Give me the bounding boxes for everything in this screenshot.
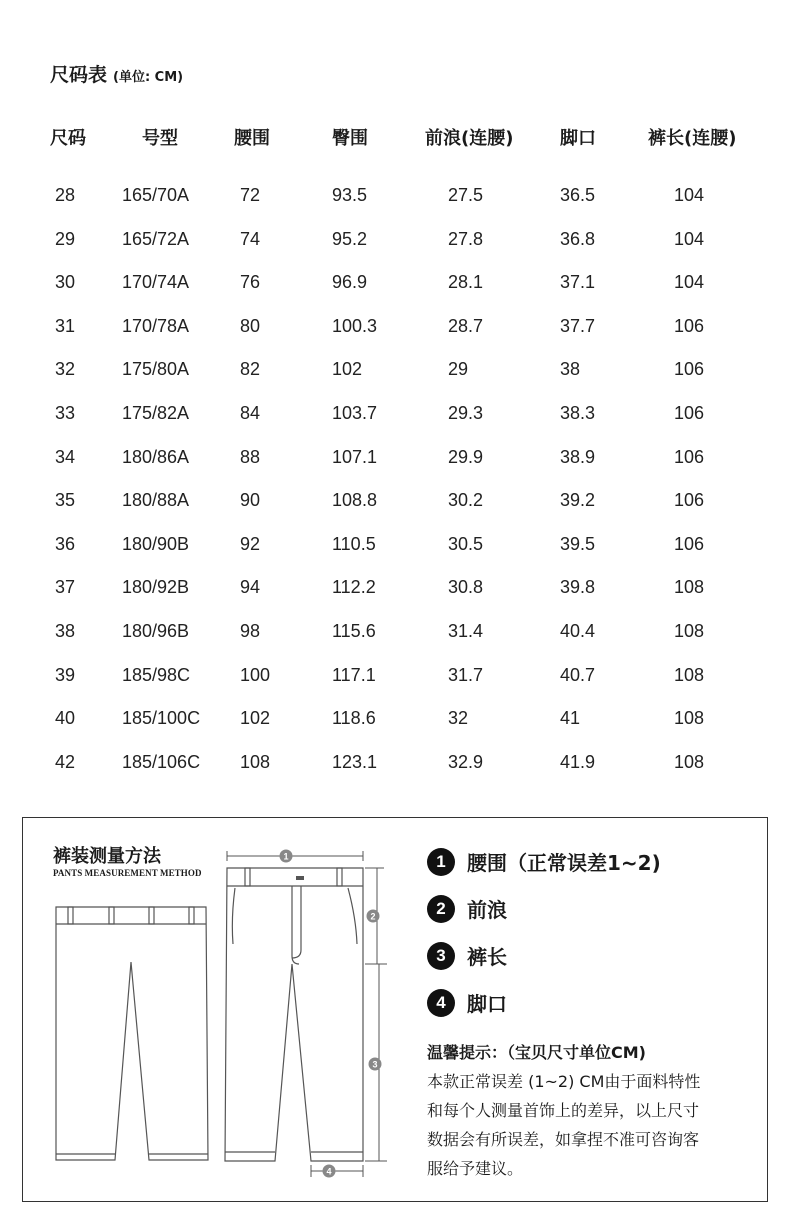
cell-model: 180/96B (122, 621, 190, 641)
cell-hip: 108.8 (332, 490, 378, 510)
measurement-title: 裤装测量方法 (53, 846, 161, 867)
cell-front-rise: 30.2 (448, 490, 484, 510)
cell-front-rise: 28.1 (448, 272, 484, 292)
size-chart-title-row (50, 60, 183, 87)
cell-pant-length: 104 (674, 185, 705, 205)
header-size: 尺码 (50, 128, 86, 149)
cell-front-rise: 28.7 (448, 316, 484, 336)
cell-waist: 80 (240, 316, 261, 336)
cell-hip: 103.7 (332, 403, 378, 423)
cell-size: 35 (55, 490, 76, 510)
cell-pant-length: 106 (674, 316, 705, 336)
cell-pant-length: 106 (674, 490, 705, 510)
cell-waist: 102 (240, 708, 271, 728)
cell-model: 175/82A (122, 403, 190, 423)
cell-front-rise: 29 (448, 359, 469, 379)
cell-leg-opening: 40.4 (560, 621, 596, 641)
cell-front-rise: 31.4 (448, 621, 484, 641)
cell-model: 170/78A (122, 316, 190, 336)
cell-hip: 118.6 (332, 708, 376, 728)
cell-leg-opening: 37.1 (560, 272, 596, 292)
header-model: 号型 (142, 128, 178, 149)
measurement-subtitle: PANTS MEASUREMENT METHOD (53, 868, 202, 878)
cell-model: 180/92B (122, 577, 190, 597)
cell-front-rise: 32.9 (448, 752, 484, 772)
unit-note: (单位: CM) (113, 70, 184, 85)
cell-waist: 76 (240, 272, 261, 292)
cell-leg-opening: 37.7 (560, 316, 596, 336)
cell-leg-opening: 39.5 (560, 534, 596, 554)
cell-waist: 82 (240, 359, 261, 379)
cell-hip: 96.9 (332, 272, 368, 292)
legend-label-waist: 腰围（正常误差1~2) (467, 851, 661, 875)
cell-front-rise: 30.5 (448, 534, 484, 554)
cell-size: 37 (55, 577, 76, 597)
cell-hip: 107.1 (332, 447, 378, 467)
marker-3: 3 (372, 1059, 378, 1070)
cell-hip: 100.3 (332, 316, 378, 336)
legend-pant-length (427, 941, 507, 970)
cell-model: 185/100C (122, 708, 201, 728)
cell-front-rise: 32 (448, 708, 469, 728)
cell-waist: 88 (240, 447, 261, 467)
marker-2: 2 (370, 911, 376, 922)
cell-hip: 123.1 (332, 752, 378, 772)
cell-size: 42 (55, 752, 76, 772)
cell-model: 180/90B (122, 534, 190, 554)
tips-line: 和每个人测量首饰上的差异，以上尺寸 (427, 1101, 700, 1120)
cell-leg-opening: 41.9 (560, 752, 596, 772)
cell-model: 180/86A (122, 447, 190, 467)
cell-leg-opening: 38 (560, 359, 581, 379)
legend-number-4: 4 (427, 989, 455, 1017)
cell-hip: 110.5 (332, 534, 376, 554)
header-waist: 腰围 (234, 128, 270, 149)
cell-size: 33 (55, 403, 76, 423)
legend-label-leg-opening: 脚口 (467, 992, 507, 1016)
cell-pant-length: 108 (674, 752, 705, 772)
cell-waist: 108 (240, 752, 271, 772)
cell-model: 180/88A (122, 490, 190, 510)
cell-pant-length: 106 (674, 359, 705, 379)
cell-leg-opening: 40.7 (560, 665, 596, 685)
cell-front-rise: 27.8 (448, 229, 484, 249)
cell-pant-length: 108 (674, 621, 705, 641)
cell-hip: 117.1 (332, 665, 376, 685)
cell-size: 31 (55, 316, 76, 336)
legend-label-front-rise: 前浪 (467, 898, 507, 922)
tips-title: 温馨提示：（宝贝尺寸单位CM) (427, 1043, 646, 1062)
cell-front-rise: 29.9 (448, 447, 484, 467)
cell-hip: 112.2 (332, 577, 376, 597)
size-chart-title: 尺码表 (50, 64, 108, 86)
cell-waist: 74 (240, 229, 261, 249)
cell-size: 28 (55, 185, 76, 205)
pants-front-illustration (219, 846, 399, 1181)
cell-front-rise: 31.7 (448, 665, 484, 685)
cell-pant-length: 106 (674, 403, 705, 423)
cell-hip: 93.5 (332, 185, 368, 205)
cell-model: 165/72A (122, 229, 190, 249)
header-hip: 臀围 (332, 128, 368, 149)
cell-pant-length: 104 (674, 229, 705, 249)
cell-pant-length: 108 (674, 708, 705, 728)
legend-front-rise (427, 894, 507, 923)
cell-front-rise: 27.5 (448, 185, 484, 205)
cell-size: 32 (55, 359, 76, 379)
cell-model: 175/80A (122, 359, 190, 379)
cell-pant-length: 106 (674, 447, 705, 467)
cell-leg-opening: 36.5 (560, 185, 596, 205)
cell-leg-opening: 38.9 (560, 447, 596, 467)
cell-leg-opening: 36.8 (560, 229, 596, 249)
cell-waist: 94 (240, 577, 261, 597)
marker-4: 4 (326, 1166, 332, 1177)
cell-hip: 95.2 (332, 229, 368, 249)
cell-model: 185/98C (122, 665, 191, 685)
cell-model: 165/70A (122, 185, 190, 205)
legend-number-2: 2 (427, 895, 455, 923)
cell-size: 34 (55, 447, 76, 467)
header-front-rise: 前浪(连腰) (425, 128, 514, 149)
cell-pant-length: 108 (674, 665, 705, 685)
cell-hip: 115.6 (332, 621, 376, 641)
cell-waist: 72 (240, 185, 261, 205)
pants-back-illustration (51, 902, 216, 1167)
legend-number-1: 1 (427, 848, 455, 876)
cell-size: 36 (55, 534, 76, 554)
cell-size: 29 (55, 229, 76, 249)
cell-size: 39 (55, 665, 76, 685)
marker-1: 1 (283, 851, 289, 862)
cell-pant-length: 104 (674, 272, 705, 292)
legend-number-3: 3 (427, 942, 455, 970)
cell-pant-length: 108 (674, 577, 705, 597)
tips-line: 服给予建议。 (427, 1159, 524, 1178)
cell-leg-opening: 39.8 (560, 577, 596, 597)
cell-waist: 92 (240, 534, 261, 554)
legend-label-pant-length: 裤长 (467, 945, 507, 969)
cell-leg-opening: 39.2 (560, 490, 596, 510)
header-leg-opening: 脚口 (560, 128, 596, 149)
cell-model: 185/106C (122, 752, 201, 772)
cell-front-rise: 29.3 (448, 403, 484, 423)
cell-leg-opening: 41 (560, 708, 581, 728)
cell-pant-length: 106 (674, 534, 705, 554)
legend-waist (427, 847, 661, 876)
cell-waist: 98 (240, 621, 261, 641)
cell-waist: 84 (240, 403, 261, 423)
cell-leg-opening: 38.3 (560, 403, 596, 423)
cell-model: 170/74A (122, 272, 190, 292)
header-pant-length: 裤长(连腰) (648, 128, 737, 149)
cell-hip: 102 (332, 359, 363, 379)
cell-waist: 90 (240, 490, 261, 510)
measurement-method-panel (22, 817, 768, 1202)
legend-leg-opening (427, 988, 507, 1017)
cell-size: 40 (55, 708, 76, 728)
cell-front-rise: 30.8 (448, 577, 484, 597)
cell-size: 30 (55, 272, 76, 292)
tips-line: 本款正常误差 (1~2) CM由于面料特性 (427, 1072, 701, 1091)
cell-size: 38 (55, 621, 76, 641)
tips-line: 数据会有所误差，如拿捏不准可咨询客 (427, 1130, 700, 1149)
cell-waist: 100 (240, 665, 271, 685)
